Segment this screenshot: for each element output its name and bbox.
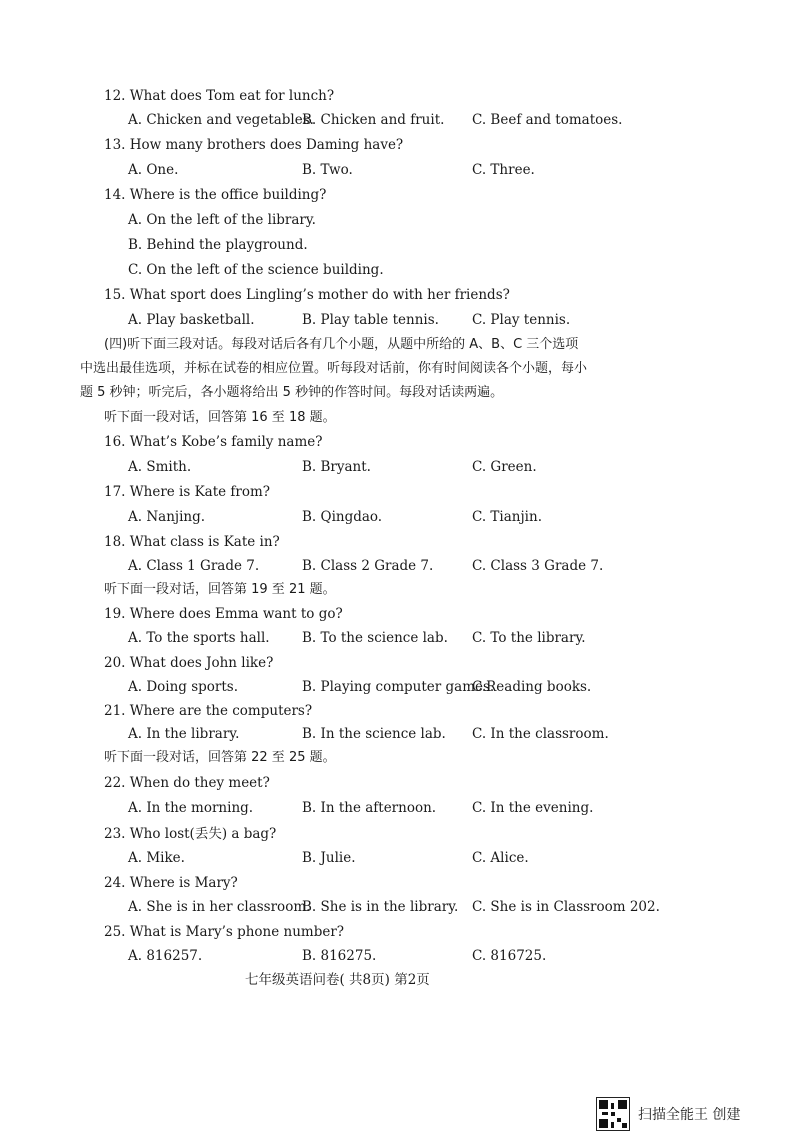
option-a: A. Nanjing.	[128, 509, 206, 525]
option-a: A. To the sports hall.	[128, 630, 270, 646]
option-b: B. Class 2 Grade 7.	[302, 558, 434, 574]
option-b: B. Chicken and fruit.	[302, 112, 445, 128]
question-text: 23. Who lost(丢失) a bag?	[104, 826, 277, 842]
option-b: B. Two.	[302, 162, 353, 178]
question-15-options	[0, 308, 794, 332]
question-14-option-a	[0, 208, 794, 232]
option-c: C. Three.	[472, 162, 535, 178]
qr-code-icon	[596, 1097, 630, 1131]
option-b: B. 816275.	[302, 948, 377, 964]
question-14-option-c	[0, 258, 794, 282]
option-a: A. Doing sports.	[128, 679, 239, 695]
option-a: A. Play basketball.	[128, 312, 255, 328]
scanner-watermark	[596, 1096, 740, 1132]
dialog-1-intro: 听下面一段对话，回答第 16 至 18 题。	[104, 410, 336, 425]
question-23	[0, 822, 794, 846]
question-18-options	[0, 554, 794, 578]
section-4-instructions-line-1: (四)听下面三段对话。每段对话后各有几个小题，从题中所给的 A、B、C 三个选项	[104, 337, 579, 352]
question-25-options	[0, 944, 794, 968]
question-text: 25. What is Mary’s phone number?	[104, 924, 345, 940]
question-23-options	[0, 846, 794, 870]
question-24-options	[0, 895, 794, 919]
section-4-instructions-line-2: 中选出最佳选项，并标在试卷的相应位置。听每段对话前，你有时间阅读各个小题，每小	[80, 361, 588, 376]
option-b: B. In the science lab.	[302, 726, 446, 742]
option-a: A. Smith.	[128, 459, 192, 475]
option-c: C. She is in Classroom 202.	[472, 899, 660, 915]
question-text: 16. What’s Kobe’s family name?	[104, 434, 323, 450]
option-b: B. Play table tennis.	[302, 312, 439, 328]
question-21-options	[0, 722, 794, 746]
question-text: 12. What does Tom eat for lunch?	[104, 88, 335, 104]
option-a: A. In the morning.	[128, 800, 254, 816]
option-c: C. Alice.	[472, 850, 529, 866]
option-a: A. In the library.	[128, 726, 240, 742]
question-16	[0, 430, 794, 454]
option-b: B. Bryant.	[302, 459, 371, 475]
watermark-text: 扫描全能王 创建	[638, 1107, 741, 1123]
question-text: 17. Where is Kate from?	[104, 484, 271, 500]
option-a: A. One.	[128, 162, 179, 178]
question-text: 14. Where is the office building?	[104, 187, 327, 203]
question-17	[0, 480, 794, 504]
option-c: C. Beef and tomatoes.	[472, 112, 623, 128]
option-a: A. 816257.	[128, 948, 203, 964]
option-a: A. Chicken and vegetables.	[128, 112, 314, 128]
option-a: A. She is in her classroom.	[128, 899, 311, 915]
question-19	[0, 602, 794, 626]
question-24	[0, 871, 794, 895]
page-number: 七年级英语问卷( 共8页) 第2页	[245, 972, 430, 988]
question-20-options	[0, 675, 794, 699]
question-18	[0, 530, 794, 554]
option-b: B. She is in the library.	[302, 899, 459, 915]
option-b: B. To the science lab.	[302, 630, 448, 646]
question-14-option-b	[0, 233, 794, 257]
option-c: C. To the library.	[472, 630, 586, 646]
question-22	[0, 771, 794, 795]
section-4-instructions-line-3: 题 5 秒钟；听完后，各小题将给出 5 秒钟的作答时间。每段对话读两遍。	[80, 385, 504, 400]
option-c: C. In the classroom.	[472, 726, 609, 742]
option-c: C. Play tennis.	[472, 312, 571, 328]
question-14	[0, 183, 794, 207]
question-13	[0, 133, 794, 157]
option-b: B. In the afternoon.	[302, 800, 437, 816]
option-b: B. Julie.	[302, 850, 356, 866]
question-text: 18. What class is Kate in?	[104, 534, 280, 550]
question-12	[0, 84, 794, 108]
question-text: 22. When do they meet?	[104, 775, 270, 791]
question-text: 24. Where is Mary?	[104, 875, 238, 891]
page-footer	[0, 968, 794, 992]
question-19-options	[0, 626, 794, 650]
option-c: C.Reading books.	[472, 679, 592, 695]
question-13-options	[0, 158, 794, 182]
question-16-options	[0, 455, 794, 479]
question-text: 13. How many brothers does Daming have?	[104, 137, 404, 153]
question-25	[0, 920, 794, 944]
option-c: C. On the left of the science building.	[128, 262, 384, 278]
option-c: C. Tianjin.	[472, 509, 542, 525]
option-a: A. Class 1 Grade 7.	[128, 558, 260, 574]
question-text: 20. What does John like?	[104, 655, 274, 671]
option-b: B. Playing computer games.	[302, 679, 495, 695]
option-a: A. On the left of the library.	[128, 212, 316, 228]
question-15	[0, 283, 794, 307]
dialog-2-intro: 听下面一段对话，回答第 19 至 21 题。	[104, 582, 336, 597]
question-text: 19. Where does Emma want to go?	[104, 606, 343, 622]
question-20	[0, 651, 794, 675]
option-c: C. Class 3 Grade 7.	[472, 558, 604, 574]
question-text: 21. Where are the computers?	[104, 703, 313, 719]
option-c: C. Green.	[472, 459, 537, 475]
question-21	[0, 699, 794, 723]
option-b: B. Behind the playground.	[128, 237, 308, 253]
question-17-options	[0, 505, 794, 529]
dialog-3-intro: 听下面一段对话，回答第 22 至 25 题。	[104, 750, 336, 765]
option-c: C. 816725.	[472, 948, 547, 964]
option-b: B. Qingdao.	[302, 509, 383, 525]
option-a: A. Mike.	[128, 850, 185, 866]
question-22-options	[0, 796, 794, 820]
question-text: 15. What sport does Lingling’s mother do with her friends?	[104, 287, 510, 303]
question-12-options	[0, 108, 794, 132]
option-c: C. In the evening.	[472, 800, 594, 816]
